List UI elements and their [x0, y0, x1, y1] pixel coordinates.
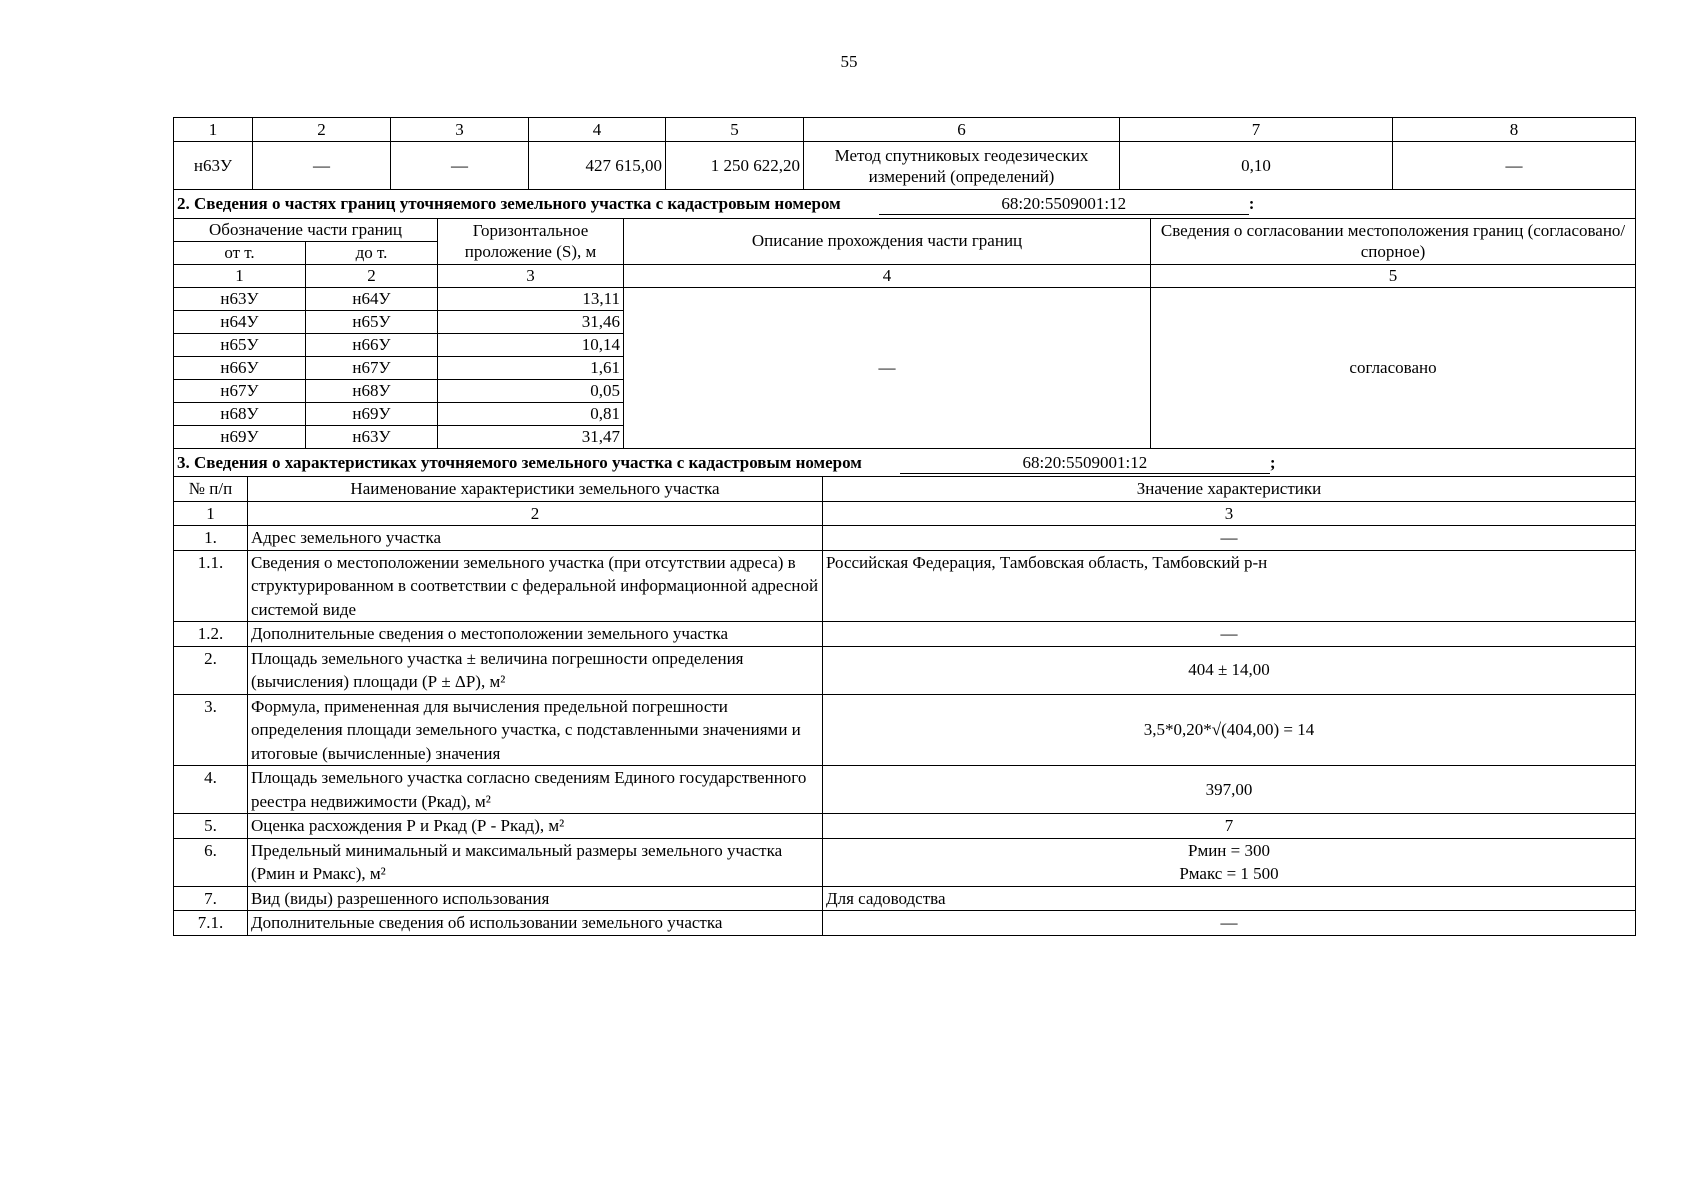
- cell-dash: —: [391, 142, 529, 190]
- characteristic-name: Сведения о местоположении земельного участка (при отсутствии адреса) в структурированном в соответствии с федеральной информационной адресной системой виде: [248, 550, 823, 622]
- horizontal-distance: 0,81: [438, 402, 624, 425]
- accuracy-cell: 0,10: [1120, 142, 1393, 190]
- from-point: н63У: [174, 287, 306, 310]
- table-row: [174, 550, 1636, 622]
- characteristic-name: Площадь земельного участка ± величина погрешности определения (вычисления) площади (Р ± ΔР), м²: [248, 646, 823, 694]
- to-point: н63У: [306, 425, 438, 448]
- characteristic-name: Дополнительные сведения о местоположении земельного участка: [248, 622, 823, 647]
- characteristic-name: Вид (виды) разрешенного использования: [248, 886, 823, 911]
- agreement-header: Сведения о согласовании местоположения границ (согласовано/спорное): [1151, 218, 1636, 264]
- row-number: 7.: [174, 886, 248, 911]
- table-row: [174, 526, 1636, 551]
- section-2-header-row: [174, 218, 1636, 241]
- from-point: н64У: [174, 310, 306, 333]
- horizontal-distance: 31,47: [438, 425, 624, 448]
- characteristic-name: Дополнительные сведения об использовании земельного участка: [248, 911, 823, 936]
- coordinates-row: [174, 142, 1636, 190]
- row-number: 5.: [174, 814, 248, 839]
- to-header: до т.: [306, 241, 438, 264]
- col-number: 2: [253, 118, 391, 142]
- num-header: № п/п: [174, 477, 248, 502]
- section-2-title-row: [174, 190, 1636, 218]
- description-header: Описание прохождения части границ: [624, 218, 1151, 264]
- table-row: [174, 646, 1636, 694]
- max-size-value: Рмакс = 1 500: [1179, 864, 1279, 883]
- boundary-part-header: Обозначение части границ: [174, 218, 438, 241]
- characteristic-value: 397,00: [823, 766, 1636, 814]
- coordinates-table: [173, 117, 1636, 190]
- to-point: н66У: [306, 333, 438, 356]
- characteristic-name: Предельный минимальный и максимальный размеры земельного участка (Рмин и Рмакс), м²: [248, 838, 823, 886]
- table-row: [174, 838, 1636, 886]
- cell-dash: —: [253, 142, 391, 190]
- row-number: 7.1.: [174, 911, 248, 936]
- section-3-title-row: [174, 449, 1636, 477]
- col-number: 5: [1151, 264, 1636, 287]
- characteristic-value: —: [823, 622, 1636, 647]
- to-point: н65У: [306, 310, 438, 333]
- row-number: 1.: [174, 526, 248, 551]
- horizontal-distance: 0,05: [438, 379, 624, 402]
- characteristic-value: —: [823, 911, 1636, 936]
- col-number: 7: [1120, 118, 1393, 142]
- from-point: н66У: [174, 356, 306, 379]
- col-number: 2: [306, 264, 438, 287]
- col-number: 3: [823, 501, 1636, 526]
- col-number: 4: [529, 118, 666, 142]
- col-number: 6: [804, 118, 1120, 142]
- row-number: 6.: [174, 838, 248, 886]
- section-2-colnum-row: [174, 264, 1636, 287]
- characteristic-name: Оценка расхождения Р и Ркад (Р - Ркад), м²: [248, 814, 823, 839]
- to-point: н64У: [306, 287, 438, 310]
- col-number: 4: [624, 264, 1151, 287]
- col-number: 1: [174, 501, 248, 526]
- section-3-colnum-row: [174, 501, 1636, 526]
- characteristic-value: —: [823, 526, 1636, 551]
- table-row: [174, 622, 1636, 647]
- value-header: Значение характеристики: [823, 477, 1636, 502]
- col-number: 3: [391, 118, 529, 142]
- col-number: 8: [1393, 118, 1636, 142]
- section-3-heading: 3. Сведения о характеристиках уточняемого земельного участка с кадастровым номером: [177, 452, 862, 472]
- method-cell: Метод спутниковых геодезических измерений (определений): [804, 142, 1120, 190]
- characteristic-name: Площадь земельного участка согласно сведениям Единого государственного реестра недвижимости (Ркад), м²: [248, 766, 823, 814]
- section-3-header-row: [174, 477, 1636, 502]
- row-number: 1.2.: [174, 622, 248, 647]
- row-number: 3.: [174, 694, 248, 766]
- table-row: [174, 814, 1636, 839]
- from-point: н69У: [174, 425, 306, 448]
- from-point: н67У: [174, 379, 306, 402]
- to-point: н68У: [306, 379, 438, 402]
- punctuation: :: [1248, 193, 1255, 213]
- characteristic-value: [823, 838, 1636, 886]
- name-header: Наименование характеристики земельного участка: [248, 477, 823, 502]
- row-number: 1.1.: [174, 550, 248, 622]
- section-2-heading: 2. Сведения о частях границ уточняемого земельного участка с кадастровым номером: [177, 193, 841, 213]
- point-label: н63У: [174, 142, 253, 190]
- to-point: н67У: [306, 356, 438, 379]
- col-number: 3: [438, 264, 624, 287]
- agreement-value: согласовано: [1151, 287, 1636, 448]
- table-row: [174, 287, 1636, 310]
- horizontal-header: Горизонтальное проложение (S), м: [438, 218, 624, 264]
- page-number: 55: [840, 52, 858, 71]
- section-3-title: [174, 449, 1636, 477]
- coordinate-x: 427 615,00: [529, 142, 666, 190]
- description-value: —: [624, 287, 1151, 448]
- characteristics-table: [173, 449, 1636, 936]
- punctuation: ;: [1269, 452, 1276, 472]
- from-point: н68У: [174, 402, 306, 425]
- characteristic-value: 404 ± 14,00: [823, 646, 1636, 694]
- characteristic-name: Формула, примененная для вычисления предельной погрешности определения площади земельного участка, с подставленными значениями и итоговые (вычисленные) значения: [248, 694, 823, 766]
- table-row: [174, 766, 1636, 814]
- table-row: [174, 911, 1636, 936]
- cadastral-number: 68:20:5509001:12: [879, 194, 1249, 215]
- characteristic-value: Для садоводства: [823, 886, 1636, 911]
- coordinates-header-row: [174, 118, 1636, 142]
- table-row: [174, 886, 1636, 911]
- cell-dash: —: [1393, 142, 1636, 190]
- document: [173, 117, 1635, 936]
- characteristic-value: 7: [823, 814, 1636, 839]
- to-point: н69У: [306, 402, 438, 425]
- row-number: 4.: [174, 766, 248, 814]
- horizontal-distance: 1,61: [438, 356, 624, 379]
- section-2-title: [174, 190, 1636, 218]
- horizontal-distance: 31,46: [438, 310, 624, 333]
- col-number: 2: [248, 501, 823, 526]
- characteristic-name: Адрес земельного участка: [248, 526, 823, 551]
- from-point: н65У: [174, 333, 306, 356]
- from-header: от т.: [174, 241, 306, 264]
- min-size-value: Рмин = 300: [1188, 840, 1270, 860]
- characteristic-value: Российская Федерация, Тамбовская область, Тамбовский р-н: [823, 550, 1636, 622]
- col-number: 1: [174, 118, 253, 142]
- col-number: 1: [174, 264, 306, 287]
- boundary-parts-table: [173, 190, 1636, 449]
- cadastral-number: 68:20:5509001:12: [900, 453, 1270, 474]
- characteristic-value: 3,5*0,20*√(404,00) = 14: [823, 694, 1636, 766]
- coordinate-y: 1 250 622,20: [666, 142, 804, 190]
- horizontal-distance: 13,11: [438, 287, 624, 310]
- col-number: 5: [666, 118, 804, 142]
- horizontal-distance: 10,14: [438, 333, 624, 356]
- row-number: 2.: [174, 646, 248, 694]
- table-row: [174, 694, 1636, 766]
